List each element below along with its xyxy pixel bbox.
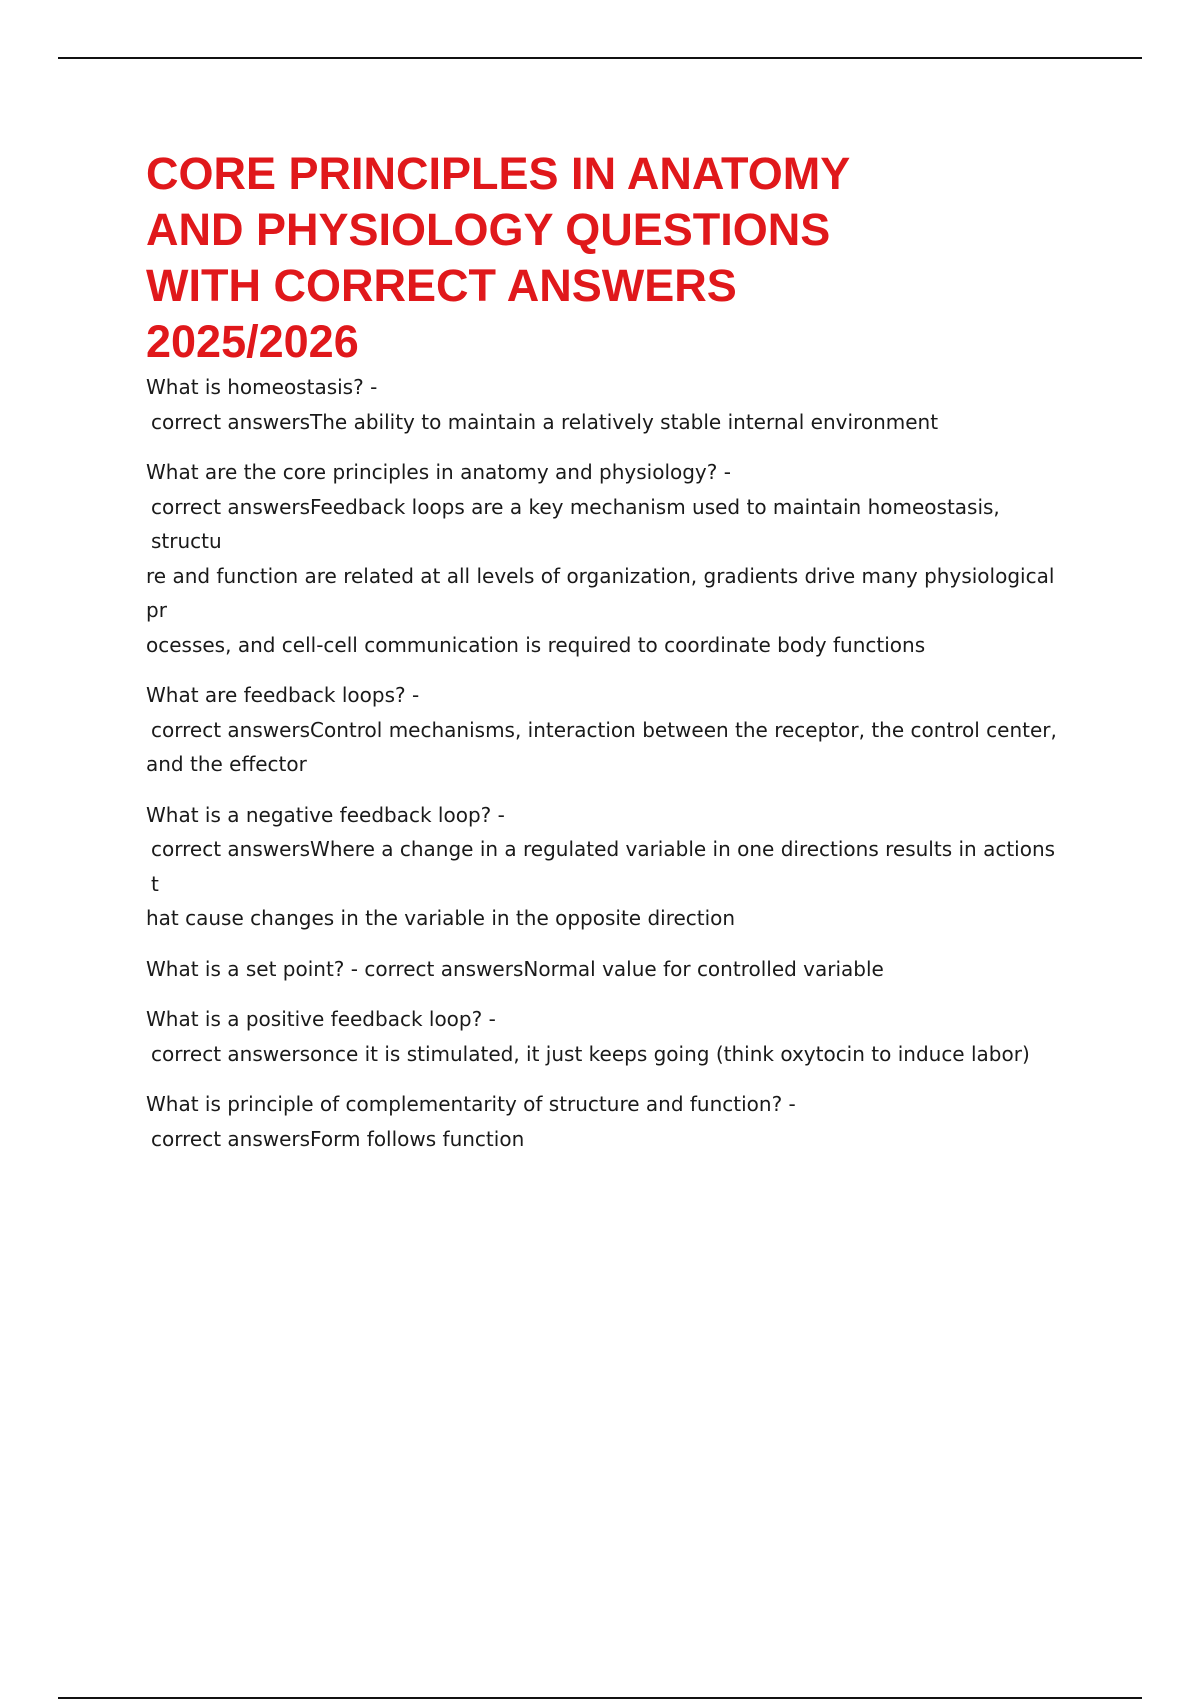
bottom-rule — [58, 1697, 1142, 1699]
question-text: What are feedback loops? - — [146, 683, 420, 707]
qa-item — [146, 455, 1066, 662]
question-text: What are the core principles in anatomy and physiology? - — [146, 460, 731, 484]
qa-item — [146, 1087, 1066, 1156]
answer-text: correct answersThe ability to maintain a relatively stable internal environment — [151, 409, 939, 434]
qa-item — [146, 370, 1066, 439]
answer-text: and the effector — [146, 752, 307, 776]
answer-text: correct answersWhere a change in a regulated variable in one directions results in actions t — [151, 837, 1056, 896]
answer-text: hat cause changes in the variable in the opposite direction — [146, 906, 736, 930]
question-text: What is a set point? - correct answersNormal value for controlled variable — [146, 956, 884, 981]
title-line: CORE PRINCIPLES IN ANATOMY — [146, 148, 851, 199]
document-body — [146, 146, 1066, 1172]
document-title — [146, 146, 1066, 370]
question-text: What is principle of complementarity of structure and function? - — [146, 1092, 796, 1116]
qa-item — [146, 798, 1066, 936]
qa-list — [146, 370, 1066, 1156]
question-text: What is homeostasis? - — [146, 375, 378, 399]
qa-item — [146, 1002, 1066, 1071]
title-line: WITH CORRECT ANSWERS — [146, 260, 737, 311]
top-rule — [58, 57, 1142, 59]
answer-text: re and function are related at all levels of organization, gradients drive many physiological pr — [146, 563, 1055, 622]
title-line: AND PHYSIOLOGY QUESTIONS — [146, 204, 831, 255]
answer-text: correct answersControl mechanisms, interaction between the receptor, the control center, — [151, 717, 1057, 742]
qa-item — [146, 678, 1066, 782]
question-text: What is a positive feedback loop? - — [146, 1007, 496, 1031]
answer-text: correct answersonce it is stimulated, it just keeps going (think oxytocin to induce labor) — [151, 1041, 1030, 1066]
answer-text: correct answersFeedback loops are a key mechanism used to maintain homeostasis, structu — [151, 494, 1000, 553]
title-line: 2025/2026 — [146, 316, 359, 367]
qa-item — [146, 952, 1066, 987]
answer-text: correct answersForm follows function — [151, 1126, 525, 1151]
question-text: What is a negative feedback loop? - — [146, 802, 505, 827]
answer-text: ocesses, and cell-cell communication is required to coordinate body functions — [146, 632, 926, 657]
